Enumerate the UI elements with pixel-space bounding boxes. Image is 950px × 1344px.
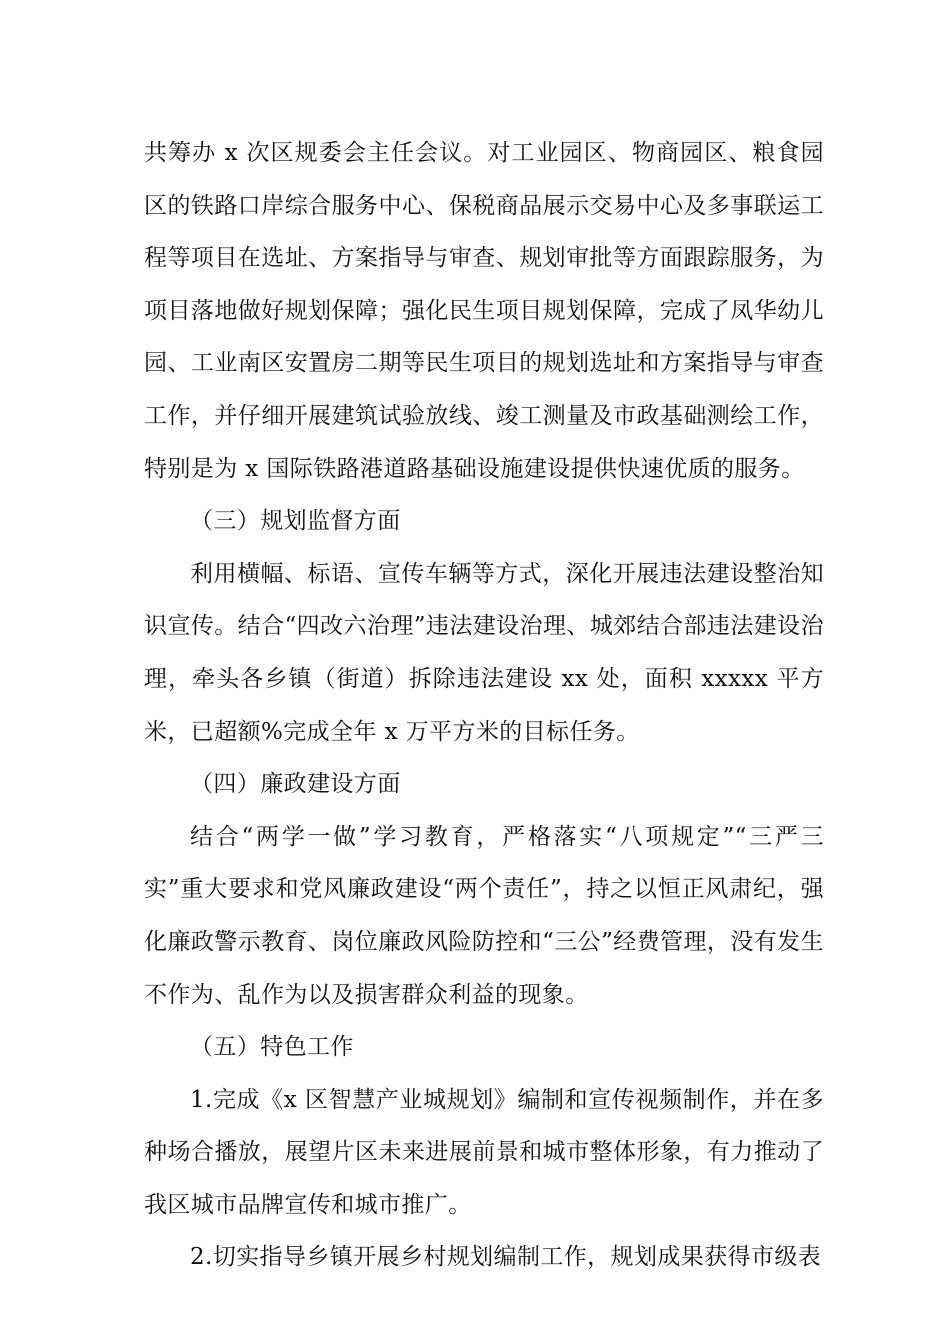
section-heading-4: （四）廉政建设方面 [190,771,401,798]
body-paragraph-3: 结合“两学一做”学习教育，严格落实“八项规定”“三严三实”重大要求和党风廉政建设“两个责任”，持之以恒正风肃纪，强化廉政警示教育、岗位廉政风险防控和“三公”经费管理，没有发生不作为、乱作为以及损害群众利益的现象。 [144,823,824,1008]
body-paragraph-4: 1.完成《x 区智慧产业城规划》编制和宣传视频制作，并在多种场合播放，展望片区未来进展前景和城市整体形象，有力推动了我区城市品牌宣传和城市推广。 [144,1086,824,1218]
body-paragraph-2: 利用横幅、标语、宣传车辆等方式，深化开展违法建设整治知识宣传。结合“四改六治理”违法建设治理、城郊结合部违法建设治理，牵头各乡镇（街道）拆除违法建设 xx 处，面积 xxxxx 平方米，已超额%完成全年 x 万平方米的目标任务。 [144,560,824,745]
section-heading-3: （三）规划监督方面 [190,508,401,535]
body-paragraph-5: 2.切实指导乡镇开展乡村规划编制工作，规划成果获得市级表 [190,1244,822,1271]
body-paragraph-1: 共筹办 x 次区规委会主任会议。对工业园区、物商园区、粮食园区的铁路口岸综合服务中心、保税商品展示交易中心及多事联运工程等项目在选址、方案指导与审查、规划审批等方面跟踪服务，为项目落地做好规划保障；强化民生项目规划保障，完成了凤华幼儿园、工业南区安置房二期等民生项目的规划选址和方案指导与审查工作，并仔细开展建筑试验放线、竣工测量及市政基础测绘工作，特别是为 x 国际铁路港道路基础设施建设提供快速优质的服务。 [144,140,824,482]
section-heading-5: （五）特色工作 [190,1034,354,1061]
document-body [144,127,824,1284]
